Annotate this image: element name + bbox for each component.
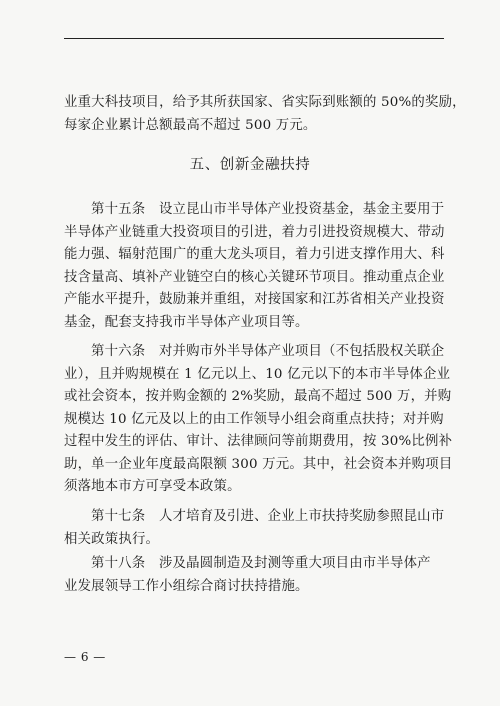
text-line: 业），且并购规模在 1 亿元以上、10 亿元以下的本市半导体企业 — [64, 366, 451, 382]
text-line: 产能水平提升，鼓励兼并重组，对接国家和江苏省相关产业投资 — [64, 292, 445, 307]
text-line: 过程中发生的评估、审计、法律顾问等前期费用，按 30%比例补 — [64, 434, 453, 449]
text-line: 半导体产业链重大投资项目的引进，着力引进投资规模大、带动 — [64, 224, 445, 240]
text-line: 每家企业累计总额最高不超过 500 万元。 — [64, 117, 317, 133]
text-line: 相关政策执行。 — [64, 531, 160, 547]
text-line: 业发展领导工作小组综合商讨扶持措施。 — [64, 578, 309, 594]
text-line: 须落地本市方可享受本政策。 — [64, 479, 241, 494]
text-line: 规模达 10 亿元及以上的由工作领导小组会商重点扶持；对并购 — [64, 411, 444, 427]
text-line: 能力强、辐射范围广的重大龙头项目，着力引进支撑作用大、科 — [64, 247, 445, 262]
text-line: 基金，配套支持我市半导体产业项目等。 — [64, 314, 309, 330]
text-line: 第十八条 涉及晶圆制造及封测等重大项目由市半导体产 — [91, 556, 431, 571]
article-17 — [64, 506, 444, 551]
page-number: — 6 — — [64, 650, 106, 664]
header-rule — [64, 38, 444, 39]
text-line: 第十五条 设立昆山市半导体产业投资基金，基金主要用于 — [91, 202, 445, 217]
text-line: 或社会资本，按并购金额的 2%奖励，最高不超过 500 万，并购 — [64, 389, 452, 404]
text-line: 第十六条 对并购市外半导体产业项目（不包括股权关联企 — [91, 344, 445, 359]
text-line: 助，单一企业年度最高限额 300 万元。其中，社会资本并购项目 — [64, 456, 453, 472]
text-line: 第十七条 人才培育及引进、企业上市扶持奖励参照昆山市 — [91, 509, 445, 524]
paragraph-continuation — [64, 92, 466, 137]
section-heading: 五、创新金融扶持 — [189, 157, 311, 173]
article-15 — [64, 199, 444, 334]
text-line: 业重大科技项目，给予其所获国家、省实际到账额的 50%的奖励， — [64, 95, 466, 110]
article-18 — [64, 553, 444, 598]
article-16 — [64, 341, 453, 499]
text-line: 技含量高、填补产业链空白的核心关键环节项目。推动重点企业 — [64, 269, 445, 285]
